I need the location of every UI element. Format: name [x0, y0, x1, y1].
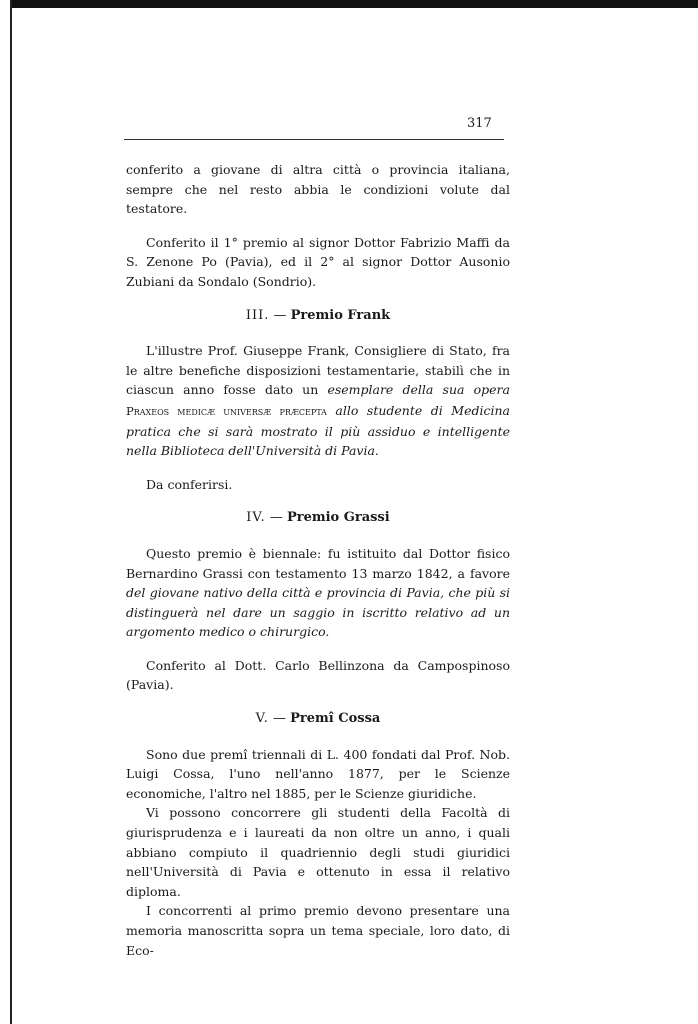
text-run-italic: del giovane nativo della città e provincia di Pavia, che più si distinguerà nel dare un saggio in iscritto relativo ad un argomento medico o chirurgico. [126, 585, 510, 640]
section-heading-grassi [126, 508, 510, 528]
section-heading-frank [126, 306, 510, 326]
paragraph-cossa-requirements: I concorrenti al primo premio devono presentare una memoria manoscritta sopra un tema speciale, loro dato, di Eco- [126, 903, 510, 958]
page-number: 317 [467, 116, 492, 131]
paragraph-continuation: conferito a giovane di altra città o provincia italiana, sempre che nel resto abbia le condizioni volute dal testatore. [126, 162, 510, 217]
section-dash: — [265, 510, 287, 526]
section-dash: — [269, 307, 291, 323]
section-title: Premio Frank [290, 307, 391, 323]
text-run-italic: allo studente di Medicina pratica che si sarà mostrato il più assiduo e intelligente nella Biblioteca dell'Università di Pavia. [126, 402, 510, 459]
section-title: Premî Cossa [290, 711, 381, 727]
text-run-italic: esemplare della sua opera [327, 382, 510, 398]
scan-top-border [0, 0, 698, 8]
section-number: V. [255, 711, 269, 727]
header-rule [124, 139, 504, 140]
section-number: III. [245, 307, 270, 323]
paragraph-cossa-eligibility: Vi possono concorrere gli studenti della Facoltà di giurisprudenza e i laureati da non oltre un anno, i quali abbiano compiuto il quadriennio degli studi giuridici nell'Università di Pavia e ottenuto in essa il relativo diploma. [126, 805, 510, 899]
section-number: IV. [246, 510, 266, 526]
paragraph-frank-status: Da conferirsi. [146, 476, 233, 492]
text-run-smallcaps: Praxeos medicæ universæ præcepta [126, 403, 327, 418]
scan-left-border [0, 0, 12, 1024]
paragraph-frank-description [126, 341, 510, 461]
section-dash: — [268, 711, 291, 727]
text-run: Questo premio è biennale: fu istituito dal Dottor fisico Bernardino Grassi con testamento 13 marzo 1842, a favore [126, 545, 510, 581]
paragraph-grassi-result: Conferito al Dott. Carlo Bellinzona da Campospinoso (Pavia). [126, 657, 510, 693]
section-heading-cossa [126, 709, 510, 729]
page-body [126, 160, 510, 960]
paragraph-cossa-description: Sono due premî triennali di L. 400 fondati dal Prof. Nob. Luigi Cossa, l'uno nell'anno 1877, per le Scienze economiche, l'altro nel 1885, per le Scienze giuridiche. [126, 746, 510, 801]
paragraph-grassi-description [126, 544, 510, 642]
section-title: Premio Grassi [286, 510, 390, 526]
paragraph-award-results: Conferito il 1° premio al signor Dottor Fabrizio Maffi da S. Zenone Po (Pavia), ed il 2° al signor Dottor Ausonio Zubiani da Sondalo (Sondrio). [126, 234, 510, 289]
text-run: L'illustre Prof. Giuseppe Frank, Consigliere di Stato, fra le altre benefiche disposizioni testamentarie, stabilì che in ciascun anno fosse dato un [126, 343, 510, 398]
